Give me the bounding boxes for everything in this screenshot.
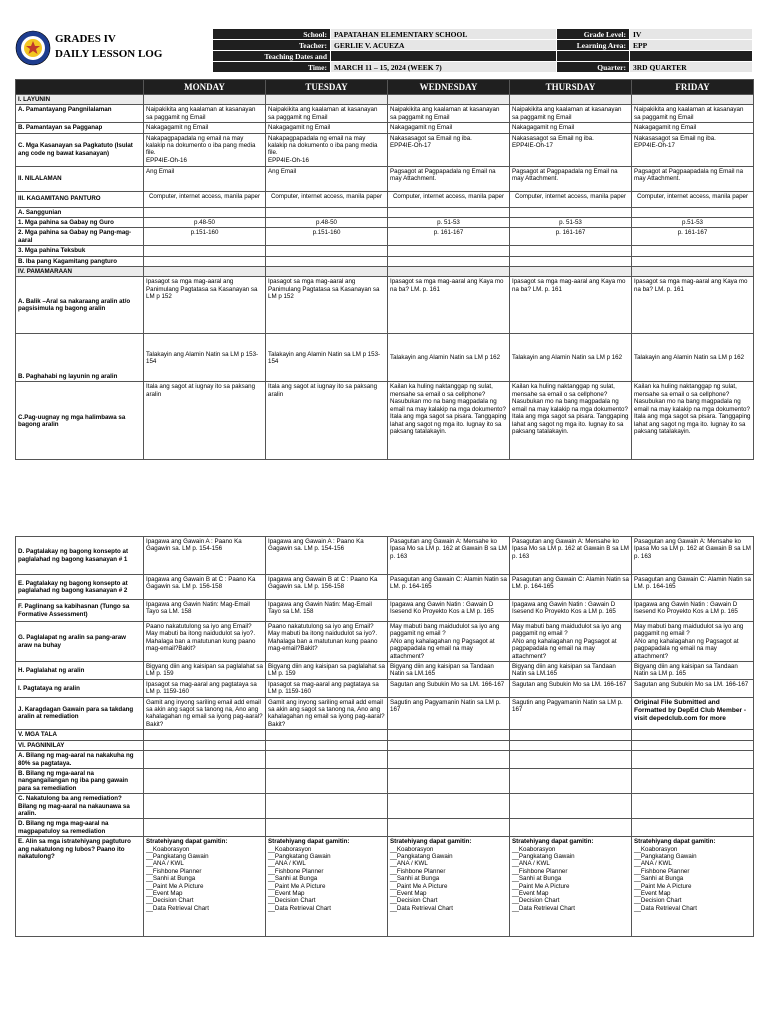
day-cell: Sagutan ang Subukin Mo sa LM. 166-167 <box>632 679 754 697</box>
area-label: Learning Area: <box>557 40 630 51</box>
dates-label-1: Teaching Dates and <box>213 51 331 62</box>
strategies-title: Stratehiyang dapat gamitin: <box>146 838 228 846</box>
day-cell <box>266 207 388 217</box>
row-label: C. Nakatulong ba ang remediation? Bilang ng mag-aaral na nakaunawa sa aralin. <box>16 794 144 819</box>
day-cell: Nakagagamit ng Email <box>388 123 510 133</box>
day-cell <box>510 246 632 256</box>
row-label: A. Bilang ng mag-aaral na nakakuha ng 80% sa pagtataya. <box>16 751 144 769</box>
grade-label: Grade Level: <box>557 29 630 40</box>
day-cell: Talakayin ang Alamin Natin sa LM p 162 <box>388 334 510 382</box>
day-cell <box>632 740 754 750</box>
strategy-item: __Paint Me A Picture <box>512 882 570 890</box>
strategy-item: __Koaborasyon <box>268 845 312 853</box>
day-cell <box>144 267 266 277</box>
day-header-row <box>16 80 754 95</box>
row-label: D. Bilang ng mga mag-aaral na magpapatuloy sa remediation <box>16 819 144 837</box>
day-cell <box>632 207 754 217</box>
strategy-item: __Koaborasyon <box>512 845 556 853</box>
day-cell <box>388 768 510 793</box>
table-row <box>16 679 754 697</box>
day-cell <box>266 794 388 819</box>
day-cell: Ipasagot sa mga mag-aaral ang Panimulang Pagtatasa sa Kasanayan sa LM p 152 <box>144 277 266 334</box>
day-cell: Kailan ka huling naktanggap ng sulat, mensahe sa email o sa cellphone? Nasubukan mo na bang magpadala ng email na may kalakip na mga dokumento? Itala ang mga sagot sa pisara. Tanggaping lahat ang sagot ng mga ito. Iugnay ito sa paksang tatalakayin. <box>388 382 510 460</box>
day-cell: Nakapagpapadala ng email na may kalakip na dokumento o iba pang media file. EPP4IE-Oh-16 <box>144 133 266 166</box>
day-cell: p.48-50 <box>144 218 266 228</box>
strategy-item: __Event Map <box>146 890 183 897</box>
day-cell: Nakagagamit ng Email <box>144 123 266 133</box>
strategy-item: __Paint Me A Picture <box>268 882 326 890</box>
day-cell: Itala ang sagot at iugnay ito sa paksang aralin <box>266 382 388 460</box>
day-cell: Bigyang diin ang kaisipan sa Tandaan Natin sa LM.165 <box>510 662 632 680</box>
table-row <box>16 819 754 837</box>
day-cell: Ipasagot sa mga mag-aaral ang Kaya mo na ba? LM. p. 161 <box>510 277 632 334</box>
day-cell <box>266 740 388 750</box>
strategy-item: __Fishbone Planner <box>146 867 202 875</box>
row-label: V. MGA TALA <box>16 730 144 740</box>
day-cell: Naipakikita ang kaalaman at kasanayan sa paggamit ng Email <box>266 105 388 123</box>
day-cell <box>144 768 266 793</box>
day-friday: FRIDAY <box>632 80 754 95</box>
day-cell: Nakasasagot sa Email ng iba. EPP4IE-Oh-17 <box>632 133 754 166</box>
day-cell: Computer, internet access, manila paper <box>632 191 754 207</box>
row-label: A. Pamantayang Pangnilalaman <box>16 105 144 123</box>
day-cell <box>144 207 266 217</box>
day-cell <box>266 246 388 256</box>
strategy-item: __Data Retrieval Chart <box>268 904 331 912</box>
table-row <box>16 622 754 662</box>
day-cell: Ipagawa ang Gawain A : Paano Ka Gagawin sa. LM p. 154-156 <box>144 537 266 575</box>
lesson-log-table-part1 <box>15 79 754 460</box>
day-cell <box>388 256 510 266</box>
row-label: H. Paglalahat ng aralin <box>16 662 144 680</box>
day-cell: Bigyang diin ang kaisipan sa paglalahat sa LM p. 159 <box>266 662 388 680</box>
day-cell: p. 161-167 <box>632 228 754 246</box>
strategy-item: __ANA / KWL <box>146 860 184 868</box>
day-cell <box>266 751 388 769</box>
day-cell: Computer, internet access, manila paper <box>266 191 388 207</box>
row-label: IV. PAMAMARAAN <box>16 267 144 277</box>
day-cell <box>388 246 510 256</box>
strategy-item: __Event Map <box>634 890 671 897</box>
row-label: III. KAGAMITANG PANTURO <box>16 191 144 207</box>
table-row <box>16 837 754 937</box>
row-label: F. Paglinang sa kabihasnan (Tungo sa Formative Assessment) <box>16 600 144 622</box>
strategy-item: __Sanhi at Bunga <box>512 875 562 883</box>
day-cell <box>144 730 266 740</box>
day-cell <box>388 819 510 837</box>
day-cell <box>510 740 632 750</box>
row-label: I. Pagtataya ng aralin <box>16 679 144 697</box>
day-cell: Talakayin ang Alamin Natin sa LM p 153-154 <box>266 334 388 382</box>
day-cell: Bigyang diin ang kaisipan sa Tandaan Natin sa LM.165 <box>388 662 510 680</box>
day-cell: May mabuti bang maidudulot sa iyo ang paggamit ng email ? ANo ang kahalagahan ng Pagsagot at pagpapadala ng email na may attachment? <box>632 622 754 662</box>
day-cell: May mabuti bang maidudulot sa iyo ang paggamit ng email ? ANo ang kahalagahan ng Pagsagot at pagpapadala ng email na may attachment? <box>388 622 510 662</box>
row-label: C.Pag-uugnay ng mga halimbawa sa bagong aralin <box>16 382 144 460</box>
strategy-item: __Fishbone Planner <box>512 867 568 875</box>
strategy-item: __ANA / KWL <box>634 860 672 868</box>
table-row <box>16 218 754 228</box>
day-cell <box>632 730 754 740</box>
day-cell <box>388 751 510 769</box>
strategy-item: __Pangkatang Gawain <box>512 852 575 860</box>
day-cell: Pasagutan ang Gawain C: Alamin Natin sa LM. p. 164-165 <box>632 575 754 600</box>
day-cell: Ipasagot sa mga mag-aaral ang Kaya mo na ba? LM. p. 161 <box>388 277 510 334</box>
row-label: A. Sanggunian <box>16 207 144 217</box>
day-cell: Nakapagpapadala ng email na may kalakip na dokumento o iba pang media file. EPP4IE-Oh-16 <box>266 133 388 166</box>
day-cell: Ipagawa ang Gawain A : Paano Ka Gagawin sa. LM p. 154-156 <box>266 537 388 575</box>
strategy-item: __Fishbone Planner <box>634 867 690 875</box>
strategy-item: __Koaborasyon <box>146 845 190 853</box>
day-cell <box>144 837 266 937</box>
day-cell <box>632 751 754 769</box>
strategy-item: __Pangkatang Gawain <box>146 852 209 860</box>
strategies-title: Stratehiyang dapat gamitin: <box>512 838 594 846</box>
dates-label-2: Time: <box>213 62 331 73</box>
day-cell: p. 51-53 <box>510 218 632 228</box>
table-row <box>16 105 754 123</box>
row-label: VI. PAGNINILAY <box>16 740 144 750</box>
strategy-item: __ANA / KWL <box>390 860 428 868</box>
day-cell <box>266 837 388 937</box>
day-cell: Pasagutan ang Gawain C: Alamin Natin sa LM. p. 164-165 <box>388 575 510 600</box>
day-cell: p.151-160 <box>266 228 388 246</box>
day-cell: Nakagagamit ng Email <box>510 123 632 133</box>
table-row <box>16 207 754 217</box>
area-value: EPP <box>630 40 753 51</box>
table-row <box>16 794 754 819</box>
day-cell <box>388 95 510 105</box>
strategy-item: __Event Map <box>268 890 305 897</box>
strategy-item: __Data Retrieval Chart <box>512 904 575 912</box>
day-cell <box>388 207 510 217</box>
dates-value: MARCH 11 – 15, 2024 (WEEK 7) <box>331 62 557 73</box>
day-cell <box>266 267 388 277</box>
day-cell: Nakasasagot sa Email ng iba. EPP4IE-Oh-17 <box>388 133 510 166</box>
day-cell: Ipasagot sa mga mag-aaral ang Kaya mo na ba? LM. p. 161 <box>632 277 754 334</box>
day-cell: Naipakikita ang kaalaman at kasanayan sa paggamit ng Email <box>510 105 632 123</box>
table-row <box>16 191 754 207</box>
day-cell: Pagsagot at Pagpapadala ng Email na may Attachment. <box>388 166 510 191</box>
strategy-item: __Paint Me A Picture <box>390 882 448 890</box>
title-dll: DAILY LESSON LOG <box>55 48 163 60</box>
row-label: II. NILALAMAN <box>16 166 144 191</box>
row-label: J. Karagdagan Gawain para sa takdang aralin at remediation <box>16 697 144 730</box>
row-label: B. Paghahabi ng layunin ng aralin <box>16 334 144 382</box>
table-row <box>16 730 754 740</box>
strategy-item: __Sanhi at Bunga <box>390 875 440 883</box>
row-label: B. Bilang ng mga-aaral na nangangailangan ng iba pang gawain para sa remediation <box>16 768 144 793</box>
row-label: G. Paglalapat ng aralin sa pang-araw araw na buhay <box>16 622 144 662</box>
day-cell: Pasagutan ang Gawain A: Mensahe ko Ipasa Mo sa LM p. 162 at Gawain B sa LM p. 163 <box>388 537 510 575</box>
day-cell: p.48-50 <box>266 218 388 228</box>
day-cell: Paano nakatutulong sa iyo ang Email? May mabuti ba itong naidudulot sa iyo?. Mahalaga ban a matutunan kung paano mag-email?Bakit? <box>266 622 388 662</box>
strategy-item: __Event Map <box>512 890 549 897</box>
day-cell: Naipakikita ang kaalaman at kasanayan sa paggamit ng Email <box>388 105 510 123</box>
table-row <box>16 133 754 166</box>
day-cell: Sagutin ang Pagyamanin Natin sa LM p. 167 <box>510 697 632 730</box>
strategy-item: __Sanhi at Bunga <box>268 875 318 883</box>
strategy-item: __Data Retrieval Chart <box>634 904 697 912</box>
day-cell: Bigyang diin ang kaisipan sa Tandaan Natin sa LM p. 165 <box>632 662 754 680</box>
day-cell: Pagsagot at Pagpaapadala ng Email na may Attachment. <box>632 166 754 191</box>
day-cell <box>510 794 632 819</box>
day-cell: Ipasagot sa mag-aaral ang pagtataya sa LM p. 1159-160 <box>144 679 266 697</box>
strategy-item: __Paint Me A Picture <box>146 882 204 890</box>
day-cell: Talakayin ang Alamin Natin sa LM p 162 <box>510 334 632 382</box>
table-row <box>16 382 754 460</box>
day-cell <box>388 837 510 937</box>
document-header <box>15 28 753 72</box>
strategy-item: __ANA / KWL <box>268 860 306 868</box>
document-title <box>55 32 162 62</box>
day-cell <box>266 256 388 266</box>
header-info-table <box>212 28 753 73</box>
day-cell <box>388 794 510 819</box>
strategy-item: __ANA / KWL <box>512 860 550 868</box>
grade-value: IV <box>630 29 753 40</box>
day-cell: Talakayin ang Alamin Natin sa LM p 153-154 <box>144 334 266 382</box>
day-cell <box>510 751 632 769</box>
day-cell: Computer, internet access, manila paper <box>388 191 510 207</box>
day-cell <box>632 246 754 256</box>
day-cell: Sagutan ang Subukin Mo sa LM. 166-167 <box>510 679 632 697</box>
day-cell: Pasagutan ang Gawain A: Mensahe ko Ipasa Mo sa LM p. 162 at Gawain B sa LM p. 163 <box>632 537 754 575</box>
day-cell <box>144 819 266 837</box>
row-label: A. Balik –Aral sa nakaraang aralin at/o pagsisimula ng bagong aralin <box>16 277 144 334</box>
strategy-item: __Paint Me A Picture <box>634 882 692 890</box>
quarter-value: 3RD QUARTER <box>630 62 753 73</box>
day-cell: Computer, internet access, manila paper <box>144 191 266 207</box>
day-cell: p.151-160 <box>144 228 266 246</box>
table-row <box>16 246 754 256</box>
table-row <box>16 256 754 266</box>
day-cell <box>144 256 266 266</box>
credit-note: Original File Submitted and Formatted by DepEd Club Member - visit depedclub.com for more <box>634 698 747 722</box>
row-label: 2. Mga pahina sa Gabay ng Pang-mag-aaral <box>16 228 144 246</box>
row-label: 3. Mga pahina Teksbuk <box>16 246 144 256</box>
day-tuesday: TUESDAY <box>266 80 388 95</box>
day-cell: Pasagutan ang Gawain A: Mensahe ko Ipasa Mo sa LM p. 162 at Gawain B sa LM p. 163 <box>510 537 632 575</box>
day-cell: Bigyang diin ang kaisipan sa paglalahat sa LM p. 159 <box>144 662 266 680</box>
table-row <box>16 697 754 730</box>
day-cell: Pagsagot at Pagpapadala ng Email na may Attachment. <box>510 166 632 191</box>
strategy-item: __Pangkatang Gawain <box>390 852 453 860</box>
day-cell: Naipakikita ang kaalaman at kasanayan sa paggamit ng Email <box>632 105 754 123</box>
strategy-item: __Decision Chart <box>512 897 560 905</box>
day-cell: p. 161-167 <box>388 228 510 246</box>
table-row <box>16 768 754 793</box>
day-cell <box>510 95 632 105</box>
day-cell: p.51-53 <box>632 218 754 228</box>
day-cell: p. 51-53 <box>388 218 510 228</box>
day-cell: Talakayin ang Alamin Natin sa LM p 162 <box>632 334 754 382</box>
strategy-item: __Data Retrieval Chart <box>390 904 453 912</box>
strategy-item: __Fishbone Planner <box>268 867 324 875</box>
table-row <box>16 95 754 105</box>
table-row <box>16 600 754 622</box>
day-cell <box>144 740 266 750</box>
day-cell <box>266 768 388 793</box>
day-cell <box>144 246 266 256</box>
table-row <box>16 277 754 334</box>
table-row <box>16 267 754 277</box>
day-cell: Sagutin ang Pagyamanin Natin sa LM p. 167 <box>388 697 510 730</box>
deped-seal-icon <box>15 30 51 66</box>
row-label: 1. Mga pahina sa Gabay ng Guro <box>16 218 144 228</box>
day-cell <box>388 267 510 277</box>
day-cell <box>510 256 632 266</box>
table-row <box>16 123 754 133</box>
day-cell: Sagutan ang Subukin Mo sa LM. 166-167 <box>388 679 510 697</box>
table-row <box>16 228 754 246</box>
strategy-item: __Koaborasyon <box>634 845 678 853</box>
day-cell: Itala ang sagot at iugnay ito sa paksang aralin <box>144 382 266 460</box>
day-cell: Naipakikita ang kaalaman at kasanayan sa paggamit ng Email <box>144 105 266 123</box>
day-cell <box>510 267 632 277</box>
row-label: B. Iba pang Kagamitang pangturo <box>16 256 144 266</box>
strategy-item: __Event Map <box>390 890 427 897</box>
day-cell: Ang Email <box>266 166 388 191</box>
day-cell <box>510 819 632 837</box>
row-label: I. LAYUNIN <box>16 95 144 105</box>
table-row <box>16 166 754 191</box>
day-cell <box>388 730 510 740</box>
day-cell: Kailan ka huling naktanggap ng sulat, mensahe sa email o sa cellphone? Nasubukan mo na bang magpadala ng email na may kalakip na mga dokumento? Itala ang mga sagot sa pisara. Tanggaping lahat ang sagot ng mga ito. Iugnay ito sa paksang tatalakayin. <box>632 382 754 460</box>
day-cell: Nakagagamit ng Email <box>632 123 754 133</box>
row-label: E. Alin sa mga istratehiyang pagtuturo ang nakatulong ng lubos? Paano ito nakatulong? <box>16 837 144 937</box>
day-cell: Ipagawa ang Gawain B at C : Paano Ka Gagawin sa. LM p. 156-158 <box>144 575 266 600</box>
day-cell <box>510 837 632 937</box>
day-cell <box>510 207 632 217</box>
title-grades: GRADES IV <box>55 33 116 45</box>
row-label: D. Pagtalakay ng bagong konsepto at paglalahad ng bagong kasanayan # 1 <box>16 537 144 575</box>
day-cell <box>144 95 266 105</box>
strategy-item: __Data Retrieval Chart <box>146 904 209 912</box>
day-monday: MONDAY <box>144 80 266 95</box>
lesson-log-table-part2 <box>15 536 754 937</box>
day-cell <box>632 837 754 937</box>
strategies-title: Stratehiyang dapat gamitin: <box>390 838 472 846</box>
strategy-item: __Sanhi at Bunga <box>146 875 196 883</box>
day-cell <box>632 95 754 105</box>
day-cell: Ipagawa ang Gawin Natin : Gawain D Isesend Ko Proyekto Kos a LM p. 165 <box>632 600 754 622</box>
row-label: C. Mga Kasanayan sa Pagkatuto (Isulat ang code ng bawat kasanayan) <box>16 133 144 166</box>
day-cell: Ipagawa ang Gawin Natin : Gawain D Isesend Ko Proyekto Kos a LM p. 165 <box>510 600 632 622</box>
day-cell <box>632 794 754 819</box>
day-cell <box>510 768 632 793</box>
strategy-item: __Koaborasyon <box>390 845 434 853</box>
quarter-label: Quarter: <box>557 62 630 73</box>
table-row <box>16 575 754 600</box>
day-cell: Ipagawa ang Gawin Natin: Mag-Email Tayo sa LM. 158 <box>266 600 388 622</box>
day-cell: Nakasasagot sa Email ng iba. EPP4IE-Oh-17 <box>510 133 632 166</box>
school-label: School: <box>213 29 331 40</box>
day-cell <box>144 751 266 769</box>
strategy-item: __Decision Chart <box>390 897 438 905</box>
strategy-item: __Pangkatang Gawain <box>634 852 697 860</box>
day-cell <box>266 819 388 837</box>
day-cell <box>632 697 754 730</box>
day-cell: Pasagutan ang Gawain C: Alamin Natin sa LM. p. 164-165 <box>510 575 632 600</box>
table-row <box>16 662 754 680</box>
day-cell <box>388 740 510 750</box>
teacher-label: Teacher: <box>213 40 331 51</box>
strategy-item: __Decision Chart <box>268 897 316 905</box>
row-label: E. Pagtalakay ng bagong konsepto at paglalahad ng bagong kasanayan # 2 <box>16 575 144 600</box>
school-value: PAPATAHAN ELEMENTARY SCHOOL <box>331 29 557 40</box>
day-cell <box>144 794 266 819</box>
strategy-item: __Pangkatang Gawain <box>268 852 331 860</box>
day-cell <box>266 95 388 105</box>
strategy-item: __Decision Chart <box>146 897 194 905</box>
teacher-value: GERLIE V. ACUEZA <box>331 40 557 51</box>
day-cell <box>632 256 754 266</box>
day-cell: Gamit ang inyong sariling email add email sa akin ang sagot sa tanong na, Ano ang kahalagahan ng email sa iyong pag-aaral?Bakit? <box>144 697 266 730</box>
day-cell <box>632 768 754 793</box>
strategies-title: Stratehiyang dapat gamitin: <box>268 838 350 846</box>
table-row <box>16 740 754 750</box>
day-cell: p. 161-167 <box>510 228 632 246</box>
day-cell: Ipagawa ang Gawin Natin : Gawain D Isesend Ko Proyekto Kos a LM p. 165 <box>388 600 510 622</box>
day-cell: Nakagagamit ng Email <box>266 123 388 133</box>
strategy-item: __Sanhi at Bunga <box>634 875 684 883</box>
table-row <box>16 537 754 575</box>
day-cell <box>632 819 754 837</box>
row-label: B. Pamantayan sa Pagganap <box>16 123 144 133</box>
day-cell: Gamit ang inyong sariling email add email sa akin ang sagot sa tanong na, Ano ang kahalagahan ng email sa iyong pag-aaral?Bakit? <box>266 697 388 730</box>
day-cell <box>632 267 754 277</box>
strategy-item: __Fishbone Planner <box>390 867 446 875</box>
table-row <box>16 334 754 382</box>
day-cell: Kailan ka huling naktanggap ng sulat, mensahe sa email o sa cellphone? Nasubukan mo na bang magpadala ng email na may kalakip na mga dokumento? Itala ang mga sagot sa pisara. Tanggaping lahat ang sagot ng mga ito. Iugnay ito sa paksang tatalakayin. <box>510 382 632 460</box>
strategy-item: __Decision Chart <box>634 897 682 905</box>
day-cell: Computer, internet access, manila paper <box>510 191 632 207</box>
day-cell: Ang Email <box>144 166 266 191</box>
day-cell: Ipasagot sa mag-aaral ang pagtataya sa LM p. 1159-160 <box>266 679 388 697</box>
day-cell: Ipasagot sa mga mag-aaral ang Panimulang Pagtatasa sa Kasanayan sa LM p 152 <box>266 277 388 334</box>
day-cell <box>266 730 388 740</box>
table-row <box>16 751 754 769</box>
day-cell: Ipagawa ang Gawin Natin: Mag-Email Tayo sa LM. 158 <box>144 600 266 622</box>
day-cell: May mabuti bang maidudulot sa iyo ang paggamit ng email ? ANo ang kahalagahan ng Pagsagot at pagpapadala ng email na may attachment? <box>510 622 632 662</box>
day-cell: Ipagawa ang Gawain B at C : Paano Ka Gagawin sa. LM p. 156-158 <box>266 575 388 600</box>
day-thursday: THURSDAY <box>510 80 632 95</box>
strategies-title: Stratehiyang dapat gamitin: <box>634 838 716 846</box>
day-cell: Paano nakatutulong sa iyo ang Email? May mabuti ba itong naidudulot sa iyo?. Mahalaga ban a matutunan kung paano mag-email?Bakit? <box>144 622 266 662</box>
day-wednesday: WEDNESDAY <box>388 80 510 95</box>
day-cell <box>510 730 632 740</box>
